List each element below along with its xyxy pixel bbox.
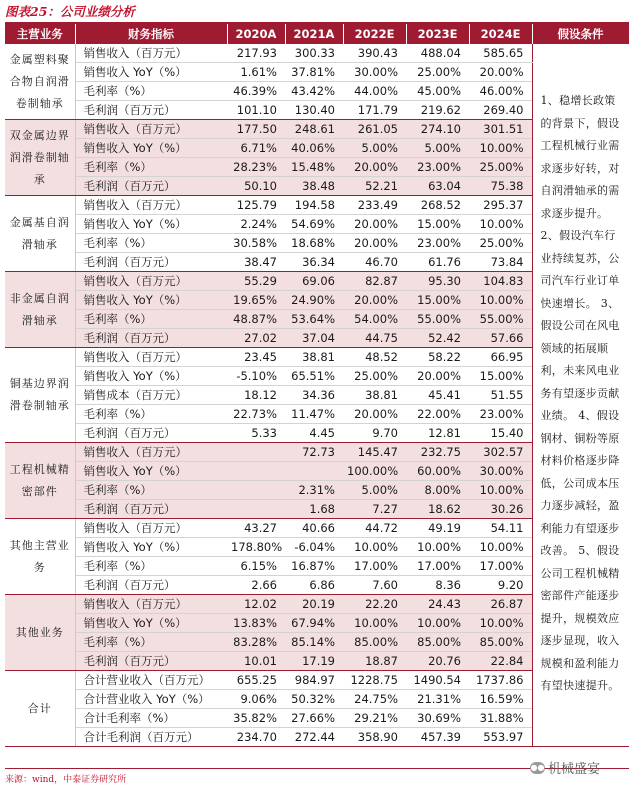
metric-cell: 销售收入 YoY（%） bbox=[75, 367, 227, 386]
value-cell: 10.00% bbox=[343, 614, 406, 633]
value-cell: 7.27 bbox=[343, 500, 406, 519]
value-cell: 37.04 bbox=[285, 329, 343, 348]
value-cell: 73.84 bbox=[469, 253, 532, 272]
value-cell: 232.75 bbox=[406, 443, 469, 462]
value-cell: 10.00% bbox=[343, 538, 406, 557]
value-cell: 45.00% bbox=[406, 82, 469, 101]
value-cell: 23.00% bbox=[406, 234, 469, 253]
value-cell: 36.34 bbox=[285, 253, 343, 272]
value-cell: 9.20 bbox=[469, 576, 532, 595]
value-cell: 57.66 bbox=[469, 329, 532, 348]
value-cell: 72.73 bbox=[285, 443, 343, 462]
value-cell: 21.31% bbox=[406, 690, 469, 709]
metric-cell: 毛利润（百万元） bbox=[75, 576, 227, 595]
value-cell: 2.66 bbox=[227, 576, 285, 595]
value-cell: 15.00% bbox=[406, 215, 469, 234]
value-cell: 50.10 bbox=[227, 177, 285, 196]
metric-cell: 合计毛利率（%） bbox=[75, 709, 227, 728]
value-cell: 43.42% bbox=[285, 82, 343, 101]
value-cell: 46.00% bbox=[469, 82, 532, 101]
value-cell: 22.20 bbox=[343, 595, 406, 614]
value-cell: 52.42 bbox=[406, 329, 469, 348]
value-cell: 984.97 bbox=[285, 671, 343, 690]
value-cell: 20.00% bbox=[343, 234, 406, 253]
value-cell: 30.69% bbox=[406, 709, 469, 728]
value-cell: 4.45 bbox=[285, 424, 343, 443]
value-cell: 25.00% bbox=[469, 158, 532, 177]
value-cell: 27.02 bbox=[227, 329, 285, 348]
metric-cell: 毛利率（%） bbox=[75, 481, 227, 500]
value-cell: 34.36 bbox=[285, 386, 343, 405]
value-cell: 69.06 bbox=[285, 272, 343, 291]
value-cell: 55.00% bbox=[469, 310, 532, 329]
value-cell: 44.00% bbox=[343, 82, 406, 101]
value-cell: 38.81 bbox=[343, 386, 406, 405]
value-cell: 20.00% bbox=[343, 158, 406, 177]
value-cell: 16.59% bbox=[469, 690, 532, 709]
value-cell: 52.21 bbox=[343, 177, 406, 196]
metric-cell: 毛利润（百万元） bbox=[75, 500, 227, 519]
value-cell: 85.00% bbox=[469, 633, 532, 652]
value-cell: 66.95 bbox=[469, 348, 532, 367]
segment-name-cell: 非金属自润滑轴承 bbox=[5, 272, 75, 348]
value-cell: 457.39 bbox=[406, 728, 469, 747]
value-cell: 40.06% bbox=[285, 139, 343, 158]
value-cell: 488.04 bbox=[406, 44, 469, 63]
value-cell: -6.04% bbox=[285, 538, 343, 557]
value-cell: 9.06% bbox=[227, 690, 285, 709]
value-cell: 18.62 bbox=[406, 500, 469, 519]
value-cell: 2.31% bbox=[285, 481, 343, 500]
value-cell: 50.32% bbox=[285, 690, 343, 709]
value-cell: 38.47 bbox=[227, 253, 285, 272]
value-cell: 25.00% bbox=[406, 63, 469, 82]
value-cell: 43.27 bbox=[227, 519, 285, 538]
value-cell bbox=[227, 462, 285, 481]
value-cell: 25.00% bbox=[469, 234, 532, 253]
metric-cell: 毛利润（百万元） bbox=[75, 253, 227, 272]
value-cell: -5.10% bbox=[227, 367, 285, 386]
value-cell: 104.83 bbox=[469, 272, 532, 291]
metric-cell: 销售收入 YoY（%） bbox=[75, 215, 227, 234]
metric-cell: 销售收入 YoY（%） bbox=[75, 63, 227, 82]
metric-cell: 毛利率（%） bbox=[75, 405, 227, 424]
value-cell: 61.76 bbox=[406, 253, 469, 272]
metric-cell: 毛利润（百万元） bbox=[75, 329, 227, 348]
header-cell: 假设条件 bbox=[532, 24, 629, 44]
value-cell: 301.51 bbox=[469, 120, 532, 139]
value-cell: 20.00% bbox=[343, 291, 406, 310]
value-cell: 67.94% bbox=[285, 614, 343, 633]
header-row bbox=[5, 24, 629, 44]
value-cell: 15.48% bbox=[285, 158, 343, 177]
metric-cell: 毛利润（百万元） bbox=[75, 101, 227, 120]
value-cell: 7.60 bbox=[343, 576, 406, 595]
header-cell: 主营业务 bbox=[5, 24, 75, 44]
value-cell: 145.47 bbox=[343, 443, 406, 462]
value-cell: 54.69% bbox=[285, 215, 343, 234]
metric-cell: 毛利率（%） bbox=[75, 158, 227, 177]
value-cell: 20.00% bbox=[406, 367, 469, 386]
value-cell: 19.65% bbox=[227, 291, 285, 310]
value-cell: 75.38 bbox=[469, 177, 532, 196]
figure-title: 图表25：公司业绩分析 bbox=[5, 4, 135, 19]
value-cell: 269.40 bbox=[469, 101, 532, 120]
value-cell: 10.00% bbox=[469, 139, 532, 158]
value-cell: 30.00% bbox=[469, 462, 532, 481]
value-cell: 15.40 bbox=[469, 424, 532, 443]
metric-cell: 合计毛利润（百万元） bbox=[75, 728, 227, 747]
metric-cell: 销售成本（百万元） bbox=[75, 386, 227, 405]
value-cell: 219.62 bbox=[406, 101, 469, 120]
value-cell: 234.70 bbox=[227, 728, 285, 747]
value-cell: 10.01 bbox=[227, 652, 285, 671]
value-cell: 55.29 bbox=[227, 272, 285, 291]
value-cell: 11.47% bbox=[285, 405, 343, 424]
value-cell: 20.00% bbox=[469, 63, 532, 82]
value-cell: 23.00% bbox=[406, 158, 469, 177]
value-cell: 24.43 bbox=[406, 595, 469, 614]
earnings-table bbox=[5, 24, 630, 747]
value-cell: 30.00% bbox=[343, 63, 406, 82]
value-cell: 295.37 bbox=[469, 196, 532, 215]
metric-cell: 销售收入 YoY（%） bbox=[75, 614, 227, 633]
value-cell: 63.04 bbox=[406, 177, 469, 196]
value-cell: 22.00% bbox=[406, 405, 469, 424]
wechat-icon: ●● bbox=[530, 762, 545, 772]
value-cell: 53.64% bbox=[285, 310, 343, 329]
value-cell: 233.49 bbox=[343, 196, 406, 215]
value-cell: 24.75% bbox=[343, 690, 406, 709]
header-cell: 2023E bbox=[406, 24, 469, 44]
metric-cell: 毛利率（%） bbox=[75, 310, 227, 329]
source-note: 来源：wind，中泰证券研究所 bbox=[5, 775, 127, 785]
value-cell: 1737.86 bbox=[469, 671, 532, 690]
value-cell: 12.81 bbox=[406, 424, 469, 443]
value-cell bbox=[227, 481, 285, 500]
segment-name-cell: 其他业务 bbox=[5, 595, 75, 671]
segment-name-cell: 其他主营业务 bbox=[5, 519, 75, 595]
value-cell: 38.81 bbox=[285, 348, 343, 367]
value-cell: 58.22 bbox=[406, 348, 469, 367]
metric-cell: 毛利率（%） bbox=[75, 633, 227, 652]
value-cell bbox=[285, 462, 343, 481]
metric-cell: 销售收入（百万元） bbox=[75, 595, 227, 614]
value-cell: 23.45 bbox=[227, 348, 285, 367]
value-cell: 23.00% bbox=[469, 405, 532, 424]
value-cell: 101.10 bbox=[227, 101, 285, 120]
metric-cell: 销售收入（百万元） bbox=[75, 348, 227, 367]
value-cell: 390.43 bbox=[343, 44, 406, 63]
watermark bbox=[530, 758, 600, 777]
value-cell: 26.87 bbox=[469, 595, 532, 614]
value-cell: 13.83% bbox=[227, 614, 285, 633]
value-cell: 15.00% bbox=[469, 367, 532, 386]
value-cell: 302.57 bbox=[469, 443, 532, 462]
segment-name-cell: 铜基边界润滑卷制轴承 bbox=[5, 348, 75, 443]
value-cell: 85.00% bbox=[406, 633, 469, 652]
value-cell: 130.40 bbox=[285, 101, 343, 120]
metric-cell: 销售收入 YoY（%） bbox=[75, 139, 227, 158]
value-cell: 1490.54 bbox=[406, 671, 469, 690]
value-cell: 178.80% bbox=[227, 538, 285, 557]
value-cell: 1.61% bbox=[227, 63, 285, 82]
value-cell: 37.81% bbox=[285, 63, 343, 82]
metric-cell: 毛利率（%） bbox=[75, 557, 227, 576]
header-cell: 财务指标 bbox=[75, 24, 227, 44]
value-cell: 60.00% bbox=[406, 462, 469, 481]
value-cell: 65.51% bbox=[285, 367, 343, 386]
value-cell: 20.00% bbox=[343, 405, 406, 424]
header-cell: 2020A bbox=[227, 24, 285, 44]
value-cell: 29.21% bbox=[343, 709, 406, 728]
value-cell: 48.52 bbox=[343, 348, 406, 367]
value-cell: 38.48 bbox=[285, 177, 343, 196]
value-cell: 1.68 bbox=[285, 500, 343, 519]
value-cell: 20.00% bbox=[343, 215, 406, 234]
value-cell: 10.00% bbox=[406, 538, 469, 557]
metric-cell: 销售收入 YoY（%） bbox=[75, 291, 227, 310]
value-cell: 300.33 bbox=[285, 44, 343, 63]
value-cell: 125.79 bbox=[227, 196, 285, 215]
value-cell: 585.65 bbox=[469, 44, 532, 63]
value-cell: 358.90 bbox=[343, 728, 406, 747]
value-cell: 8.00% bbox=[406, 481, 469, 500]
metric-cell: 销售收入（百万元） bbox=[75, 272, 227, 291]
value-cell: 10.00% bbox=[469, 481, 532, 500]
watermark-text: 机械盛宴 bbox=[548, 762, 601, 777]
value-cell: 35.82% bbox=[227, 709, 285, 728]
value-cell: 31.88% bbox=[469, 709, 532, 728]
value-cell: 6.15% bbox=[227, 557, 285, 576]
value-cell: 54.11 bbox=[469, 519, 532, 538]
header-cell: 2024E bbox=[469, 24, 532, 44]
segment-name-cell: 合计 bbox=[5, 671, 75, 747]
value-cell: 18.68% bbox=[285, 234, 343, 253]
value-cell: 274.10 bbox=[406, 120, 469, 139]
value-cell: 49.19 bbox=[406, 519, 469, 538]
value-cell: 5.00% bbox=[343, 481, 406, 500]
value-cell: 171.79 bbox=[343, 101, 406, 120]
value-cell: 17.00% bbox=[406, 557, 469, 576]
value-cell: 30.58% bbox=[227, 234, 285, 253]
value-cell: 268.52 bbox=[406, 196, 469, 215]
value-cell bbox=[227, 500, 285, 519]
value-cell: 553.97 bbox=[469, 728, 532, 747]
value-cell: 655.25 bbox=[227, 671, 285, 690]
metric-cell: 毛利润（百万元） bbox=[75, 177, 227, 196]
value-cell: 20.19 bbox=[285, 595, 343, 614]
value-cell: 12.02 bbox=[227, 595, 285, 614]
value-cell: 100.00% bbox=[343, 462, 406, 481]
value-cell: 15.00% bbox=[406, 291, 469, 310]
segment-name-cell: 双金属边界润滑卷制轴承 bbox=[5, 120, 75, 196]
value-cell: 82.87 bbox=[343, 272, 406, 291]
value-cell: 10.00% bbox=[469, 215, 532, 234]
metric-cell: 销售收入（百万元） bbox=[75, 519, 227, 538]
value-cell: 5.33 bbox=[227, 424, 285, 443]
value-cell: 20.76 bbox=[406, 652, 469, 671]
value-cell: 272.44 bbox=[285, 728, 343, 747]
segment-name-cell: 工程机械精密部件 bbox=[5, 443, 75, 519]
metric-cell: 销售收入（百万元） bbox=[75, 44, 227, 63]
metric-cell: 合计营业收入（百万元） bbox=[75, 671, 227, 690]
value-cell: 28.23% bbox=[227, 158, 285, 177]
value-cell: 44.75 bbox=[343, 329, 406, 348]
value-cell: 30.26 bbox=[469, 500, 532, 519]
value-cell: 10.00% bbox=[406, 614, 469, 633]
metric-cell: 销售收入 YoY（%） bbox=[75, 462, 227, 481]
value-cell: 248.61 bbox=[285, 120, 343, 139]
metric-cell: 销售收入（百万元） bbox=[75, 196, 227, 215]
table-row bbox=[5, 44, 629, 63]
value-cell: 27.66% bbox=[285, 709, 343, 728]
segment-name-cell: 金属基自润滑轴承 bbox=[5, 196, 75, 272]
value-cell: 8.36 bbox=[406, 576, 469, 595]
metric-cell: 销售收入 YoY（%） bbox=[75, 538, 227, 557]
value-cell: 40.66 bbox=[285, 519, 343, 538]
value-cell: 9.70 bbox=[343, 424, 406, 443]
value-cell: 24.90% bbox=[285, 291, 343, 310]
segment-name-cell: 金属塑料聚合物自润滑卷制轴承 bbox=[5, 44, 75, 120]
value-cell: 17.00% bbox=[469, 557, 532, 576]
value-cell: 83.28% bbox=[227, 633, 285, 652]
value-cell: 85.14% bbox=[285, 633, 343, 652]
value-cell: 22.73% bbox=[227, 405, 285, 424]
value-cell: 17.19 bbox=[285, 652, 343, 671]
value-cell: 25.00% bbox=[343, 367, 406, 386]
value-cell: 6.71% bbox=[227, 139, 285, 158]
metric-cell: 销售收入（百万元） bbox=[75, 443, 227, 462]
assumptions-cell: 1、稳增长政策的背景下，假设工程机械行业需求逐步好转，对自润滑轴承的需求逐步提升。 2、假设汽车行业持续复苏，公司汽车行业订单快速增长。 3、假设公司在风电领域的拓展顺利，未来风电业务有望逐步贡献业绩。 4、假设钢材、铜粉等原材料价格逐步降低，公司成本压力逐步减轻，盈利能力有望逐步改善。 5、假设公司工程机械精密部件产能逐步提升，规模效应逐步显现，收入规模和盈利能力有望快速提升。 bbox=[532, 44, 629, 747]
value-cell: 5.00% bbox=[343, 139, 406, 158]
value-cell bbox=[227, 443, 285, 462]
value-cell: 46.39% bbox=[227, 82, 285, 101]
value-cell: 55.00% bbox=[406, 310, 469, 329]
table-body bbox=[5, 44, 629, 747]
header-cell: 2022E bbox=[343, 24, 406, 44]
header-cell: 2021A bbox=[285, 24, 343, 44]
value-cell: 18.87 bbox=[343, 652, 406, 671]
value-cell: 51.55 bbox=[469, 386, 532, 405]
value-cell: 2.24% bbox=[227, 215, 285, 234]
value-cell: 54.00% bbox=[343, 310, 406, 329]
value-cell: 10.00% bbox=[469, 614, 532, 633]
value-cell: 194.58 bbox=[285, 196, 343, 215]
metric-cell: 毛利润（百万元） bbox=[75, 652, 227, 671]
value-cell: 10.00% bbox=[469, 291, 532, 310]
value-cell: 217.93 bbox=[227, 44, 285, 63]
value-cell: 1228.75 bbox=[343, 671, 406, 690]
value-cell: 44.72 bbox=[343, 519, 406, 538]
value-cell: 17.00% bbox=[343, 557, 406, 576]
value-cell: 261.05 bbox=[343, 120, 406, 139]
value-cell: 6.86 bbox=[285, 576, 343, 595]
metric-cell: 毛利率（%） bbox=[75, 234, 227, 253]
value-cell: 18.12 bbox=[227, 386, 285, 405]
value-cell: 46.70 bbox=[343, 253, 406, 272]
metric-cell: 销售收入（百万元） bbox=[75, 120, 227, 139]
metric-cell: 合计营业收入 YoY（%） bbox=[75, 690, 227, 709]
value-cell: 177.50 bbox=[227, 120, 285, 139]
value-cell: 45.41 bbox=[406, 386, 469, 405]
value-cell: 95.30 bbox=[406, 272, 469, 291]
value-cell: 10.00% bbox=[469, 538, 532, 557]
metric-cell: 毛利率（%） bbox=[75, 82, 227, 101]
value-cell: 5.00% bbox=[406, 139, 469, 158]
value-cell: 48.87% bbox=[227, 310, 285, 329]
value-cell: 85.00% bbox=[343, 633, 406, 652]
value-cell: 16.87% bbox=[285, 557, 343, 576]
value-cell: 22.84 bbox=[469, 652, 532, 671]
metric-cell: 毛利润（百万元） bbox=[75, 424, 227, 443]
